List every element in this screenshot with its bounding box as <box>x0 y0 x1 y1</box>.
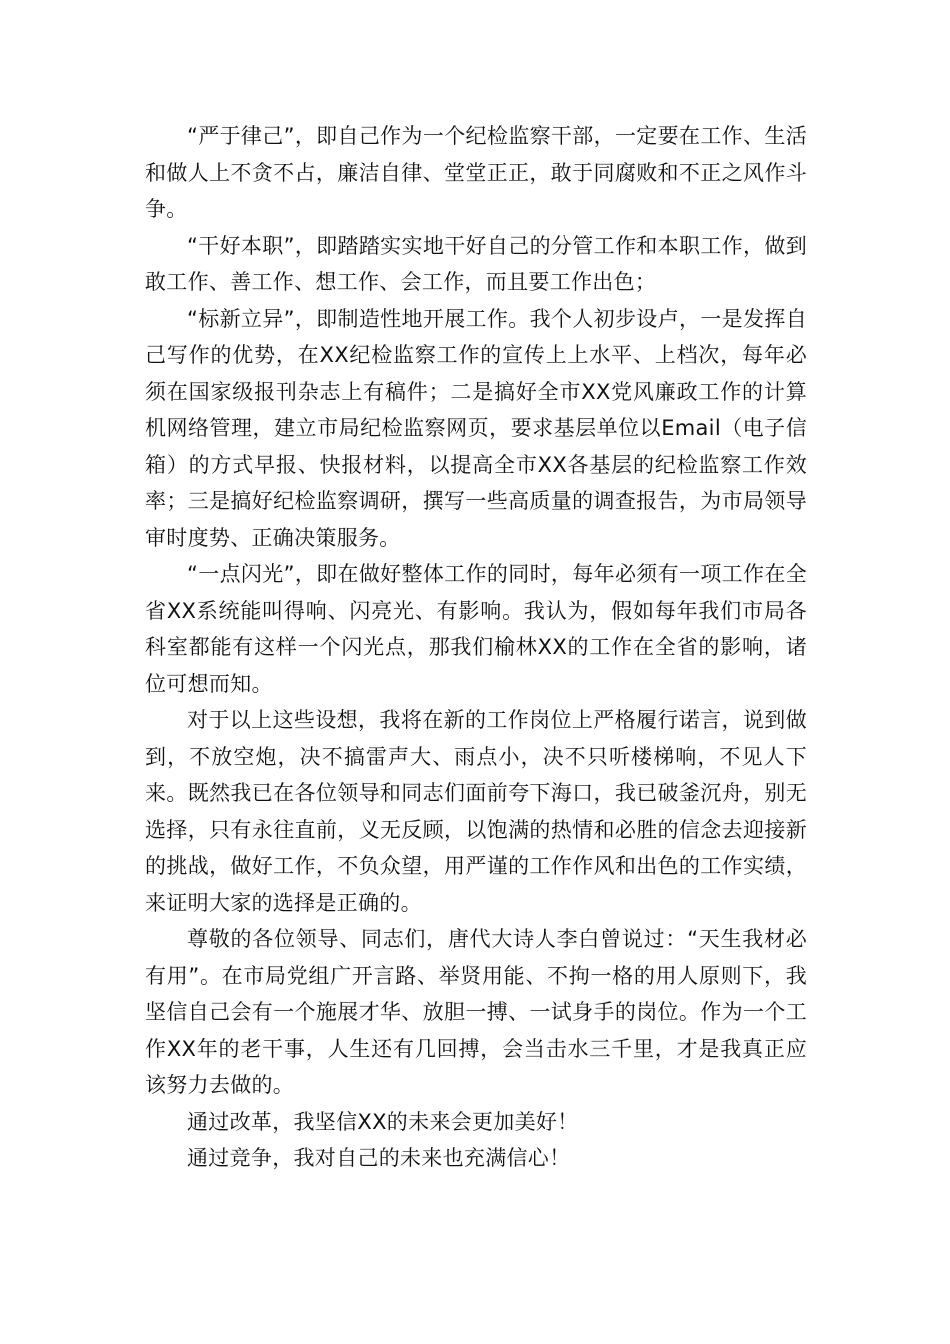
paragraph-do-job-well: “干好本职”，即踏踏实实地干好自己的分管工作和本职工作，做到敢工作、善工作、想工作、会工作，而且要工作出色； <box>145 233 807 294</box>
paragraph-self-discipline: “严于律己”，即自己作为一个纪检监察干部，一定要在工作、生活和做人上不贪不占，廉洁自律、堂堂正正，敢于同腐败和不正之风作斗争。 <box>145 124 807 221</box>
paragraph-address-leaders: 尊敬的各位领导、同志们，唐代大诗人李白曾说过：“天生我材必有用”。在市局党组广开言路、举贤用能、不拘一格的用人原则下，我坚信自己会有一个施展才华、放胆一搏、一试身手的岗位。作为一个工作XX年的老干事，人生还有几回搏，会当击水三千里，才是我真正应该努力去做的。 <box>145 927 807 1097</box>
paragraph-commitment: 对于以上这些设想，我将在新的工作岗位上严格履行诺言，说到做到，不放空炮，决不搞雷声大、雨点小，决不只听楼梯响，不见人下来。既然我已在各位领导和同志们面前夸下海口，我已破釜沉舟，别无选择，只有永往直前，义无反顾，以饱满的热情和必胜的信念去迎接新的挑战，做好工作，不负众望，用严谨的工作作风和出色的工作实绩，来证明大家的选择是正确的。 <box>145 708 807 915</box>
document-body <box>145 118 807 1177</box>
paragraph-reform-closing: 通过改革，我坚信XX的未来会更加美好！ <box>187 1109 579 1134</box>
paragraph-innovation: “标新立异”，即制造性地开展工作。我个人初步设卢，一是发挥自己写作的优势，在XX纪检监察工作的宣传上上水平、上档次，每年必须在国家级报刊杂志上有稿件；二是搞好全市XX党风廉政工作的计算机网络管理，建立市局纪检监察网页，要求基层单位以Email（电子信箱）的方式早报、快报材料，以提高全市XX各基层的纪检监察工作效率；三是搞好纪检监察调研，撰写一些高质量的调查报告，为市局领导审时度势、正确决策服务。 <box>145 306 807 550</box>
paragraph-competition-closing: 通过竞争，我对自己的未来也充满信心！ <box>187 1146 571 1170</box>
paragraph-one-highlight: “一点闪光”，即在做好整体工作的同时，每年必须有一项工作在全省XX系统能叫得响、闪亮光、有影响。我认为，假如每年我们市局各科室都能有这样一个闪光点，那我们榆林XX的工作在全省的影响，诸位可想而知。 <box>145 562 807 696</box>
